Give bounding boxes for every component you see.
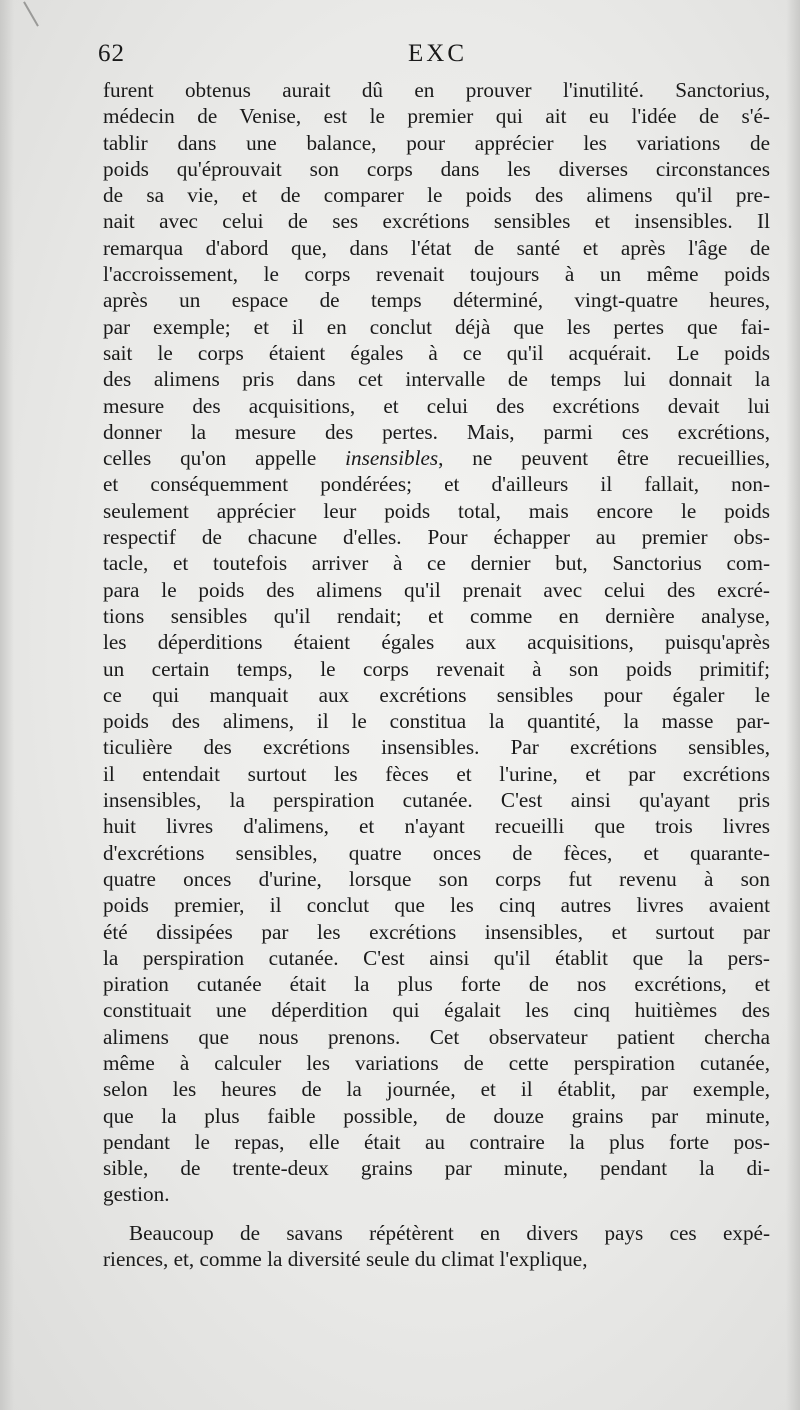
text-line: l'accroissement, le corps revenait toujours à un même poids <box>103 262 770 287</box>
text-line: médecin de Venise, est le premier qui ait eu l'idée de s'é- <box>103 104 770 129</box>
text-line: respectif de chacune d'elles. Pour échapper au premier obs- <box>103 525 770 550</box>
text-line: les déperditions étaient égales aux acquisitions, puisqu'après <box>103 630 770 655</box>
text-line: celles qu'on appelle insensibles, ne peuvent être recueillies, <box>103 446 770 471</box>
italic-term: insensibles <box>345 446 439 471</box>
text-line: poids premier, il conclut que les cinq autres livres avaient <box>103 893 770 918</box>
text-line: de sa vie, et de comparer le poids des alimens qu'il pre- <box>103 183 770 208</box>
text-line: tions sensibles qu'il rendait; et comme en dernière analyse, <box>103 603 770 628</box>
text-line: mesure des acquisitions, et celui des excrétions devait lui <box>103 393 770 418</box>
text-line: nait avec celui de ses excrétions sensibles et insensibles. Il <box>103 209 770 234</box>
text-line: quatre onces d'urine, lorsque son corps fut revenu à son <box>103 866 770 891</box>
text-line: insensibles, la perspiration cutanée. C'est ainsi qu'ayant pris <box>103 788 770 813</box>
text-line: remarqua d'abord que, dans l'état de santé et après l'âge de <box>103 235 770 260</box>
text-line: ce qui manquait aux excrétions sensibles pour égaler le <box>103 682 770 707</box>
page-edge-shadow-left <box>0 0 14 1410</box>
text-line: un certain temps, le corps revenait à son poids primitif; <box>103 656 770 681</box>
text-line: tablir dans une balance, pour apprécier les variations de <box>103 130 770 155</box>
text-line: après un espace de temps déterminé, vingt-quatre heures, <box>103 288 770 313</box>
text-line: sait le corps étaient égales à ce qu'il acquérait. Le poids <box>103 340 770 365</box>
text-line: il entendait surtout les fèces et l'urine, et par excrétions <box>103 761 770 786</box>
text-line: pendant le repas, elle était au contraire la plus forte pos- <box>103 1129 770 1154</box>
text-line: et conséquemment pondérées; et d'ailleurs il fallait, non- <box>103 472 770 497</box>
text-line: riences, et, comme la diversité seule du climat l'explique, <box>103 1247 588 1272</box>
text-line: la perspiration cutanée. C'est ainsi qu'il établit que la pers- <box>103 945 770 970</box>
page-corner-mark <box>23 1 39 26</box>
text-line: constituait une déperdition qui égalait les cinq huitièmes des <box>103 998 770 1023</box>
text-line: tacle, et toutefois arriver à ce dernier but, Sanctorius com- <box>103 551 770 576</box>
body-text <box>103 77 770 1272</box>
text-line: poids qu'éprouvait son corps dans les diverses circonstances <box>103 156 770 181</box>
text-line: seulement apprécier leur poids total, mais encore le poids <box>103 498 770 523</box>
page-header <box>98 40 768 70</box>
text-line: par exemple; et il en conclut déjà que les pertes que fai- <box>103 314 770 339</box>
text-line: donner la mesure des pertes. Mais, parmi ces excrétions, <box>103 419 770 444</box>
text-line: que la plus faible possible, de douze grains par minute, <box>103 1103 770 1128</box>
running-head: EXC <box>408 40 467 67</box>
text-line: huit livres d'alimens, et n'ayant recueilli que trois livres <box>103 814 770 839</box>
text-line: gestion. <box>103 1182 170 1207</box>
text-line: même à calculer les variations de cette perspiration cutanée, <box>103 1050 770 1075</box>
text-line: d'excrétions sensibles, quatre onces de fèces, et quarante- <box>103 840 770 865</box>
text-line: furent obtenus aurait dû en prouver l'inutilité. Sanctorius, <box>103 78 770 102</box>
text-line: selon les heures de la journée, et il établit, par exemple, <box>103 1077 770 1102</box>
text-line: alimens que nous prenons. Cet observateur patient chercha <box>103 1024 770 1049</box>
text-line: piration cutanée était la plus forte de nos excrétions, et <box>103 972 770 997</box>
text-line: sible, de trente-deux grains par minute, pendant la di- <box>103 1156 770 1181</box>
text-line: ticulière des excrétions insensibles. Par excrétions sensibles, <box>103 735 770 760</box>
page-edge-shadow-right <box>786 0 800 1410</box>
text-line: Beaucoup de savans répétèrent en divers pays ces expé- <box>129 1220 770 1245</box>
text-line: poids des alimens, il le constitua la quantité, la masse par- <box>103 709 770 734</box>
text-line: été dissipées par les excrétions insensibles, et surtout par <box>103 919 770 944</box>
text-line: para le poids des alimens qu'il prenait avec celui des excré- <box>103 577 770 602</box>
page-number: 62 <box>98 40 125 67</box>
text-line: des alimens pris dans cet intervalle de temps lui donnait la <box>103 367 770 392</box>
